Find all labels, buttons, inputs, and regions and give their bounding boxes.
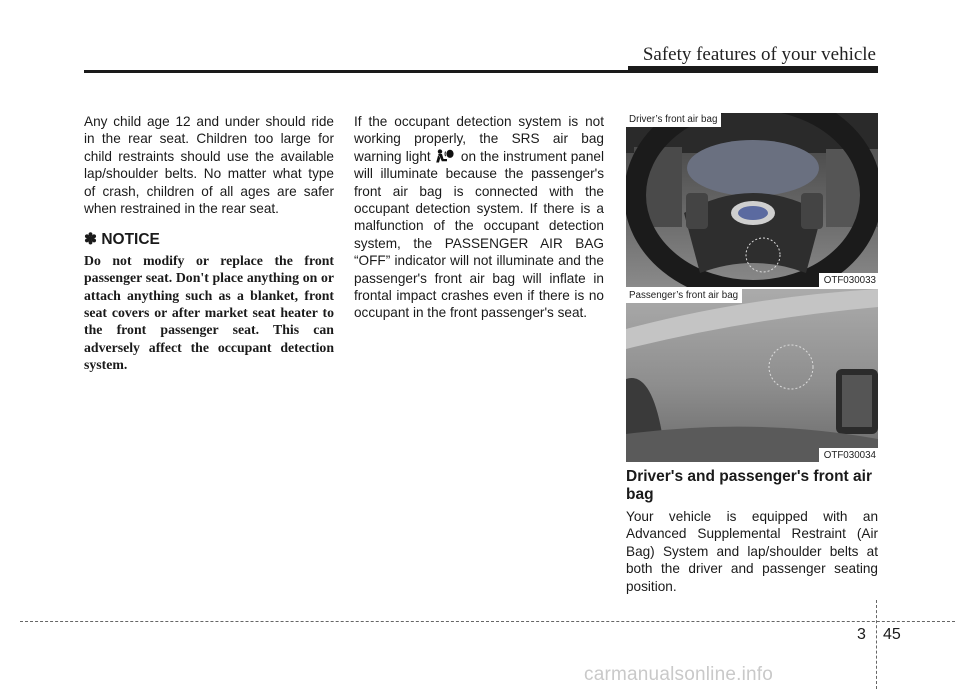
- notice-title: NOTICE: [101, 231, 160, 249]
- page-header-title: Safety features of your vehicle: [642, 44, 876, 65]
- page-number-divider: [876, 600, 877, 689]
- footer-rule: [20, 621, 955, 622]
- notice-symbol: ✽: [84, 231, 97, 249]
- occupant-detection-text-end: on the instrument panel will illuminate because the passenger's front air bag is connected with the occupant detection system. If there is a malfunction of the occupant detection system, the PASSENGER AIR BAG “OFF” indicator will not illuminate and the passenger's front air bag will inflate in frontal impact crashes even if there is no occupant in the front passenger's seat.: [354, 148, 604, 321]
- passenger-airbag-warning-icon: [435, 149, 457, 164]
- page-number: 45: [883, 626, 901, 643]
- middle-column: [354, 113, 604, 336]
- occupant-detection-paragraph: [354, 113, 604, 322]
- watermark: carmanualsonline.info: [584, 664, 774, 685]
- passenger-airbag-photo: [626, 289, 878, 462]
- driver-airbag-figure-code: OTF030033: [819, 273, 878, 287]
- chapter-number: 3: [857, 626, 866, 643]
- driver-airbag-photo: [626, 113, 878, 287]
- section-title: Driver's and passenger's front air bag: [626, 468, 872, 503]
- notice-heading: [84, 231, 334, 248]
- passenger-airbag-label: Passenger’s front air bag: [626, 289, 742, 303]
- header-rule-accent: [628, 66, 878, 73]
- driver-airbag-label: Driver’s front air bag: [626, 113, 721, 127]
- passenger-airbag-figure-code: OTF030034: [819, 448, 878, 462]
- occupant-detection-text-start: If the occupant detection system is not working properly, the SRS air bag warning light: [354, 114, 604, 164]
- section-body: Your vehicle is equipped with an Advanced Supplemental Restraint (Air Bag) System and lap/shoulder belts at both the driver and passenger seating position.: [626, 509, 878, 594]
- left-column: [84, 113, 334, 374]
- child-seating-paragraph: Any child age 12 and under should ride in the rear seat. Children too large for child restraints should use the available lap/shoulder belts. No matter what type of crash, children of all ages are safer when restrained in the rear seat.: [84, 114, 334, 217]
- notice-body: Do not modify or replace the front passenger seat. Don't place anything on or attach anything such as a blanket, front seat covers or after market seat heater to the front passenger seat. This can adversely affect the occupant detection system.: [84, 252, 334, 373]
